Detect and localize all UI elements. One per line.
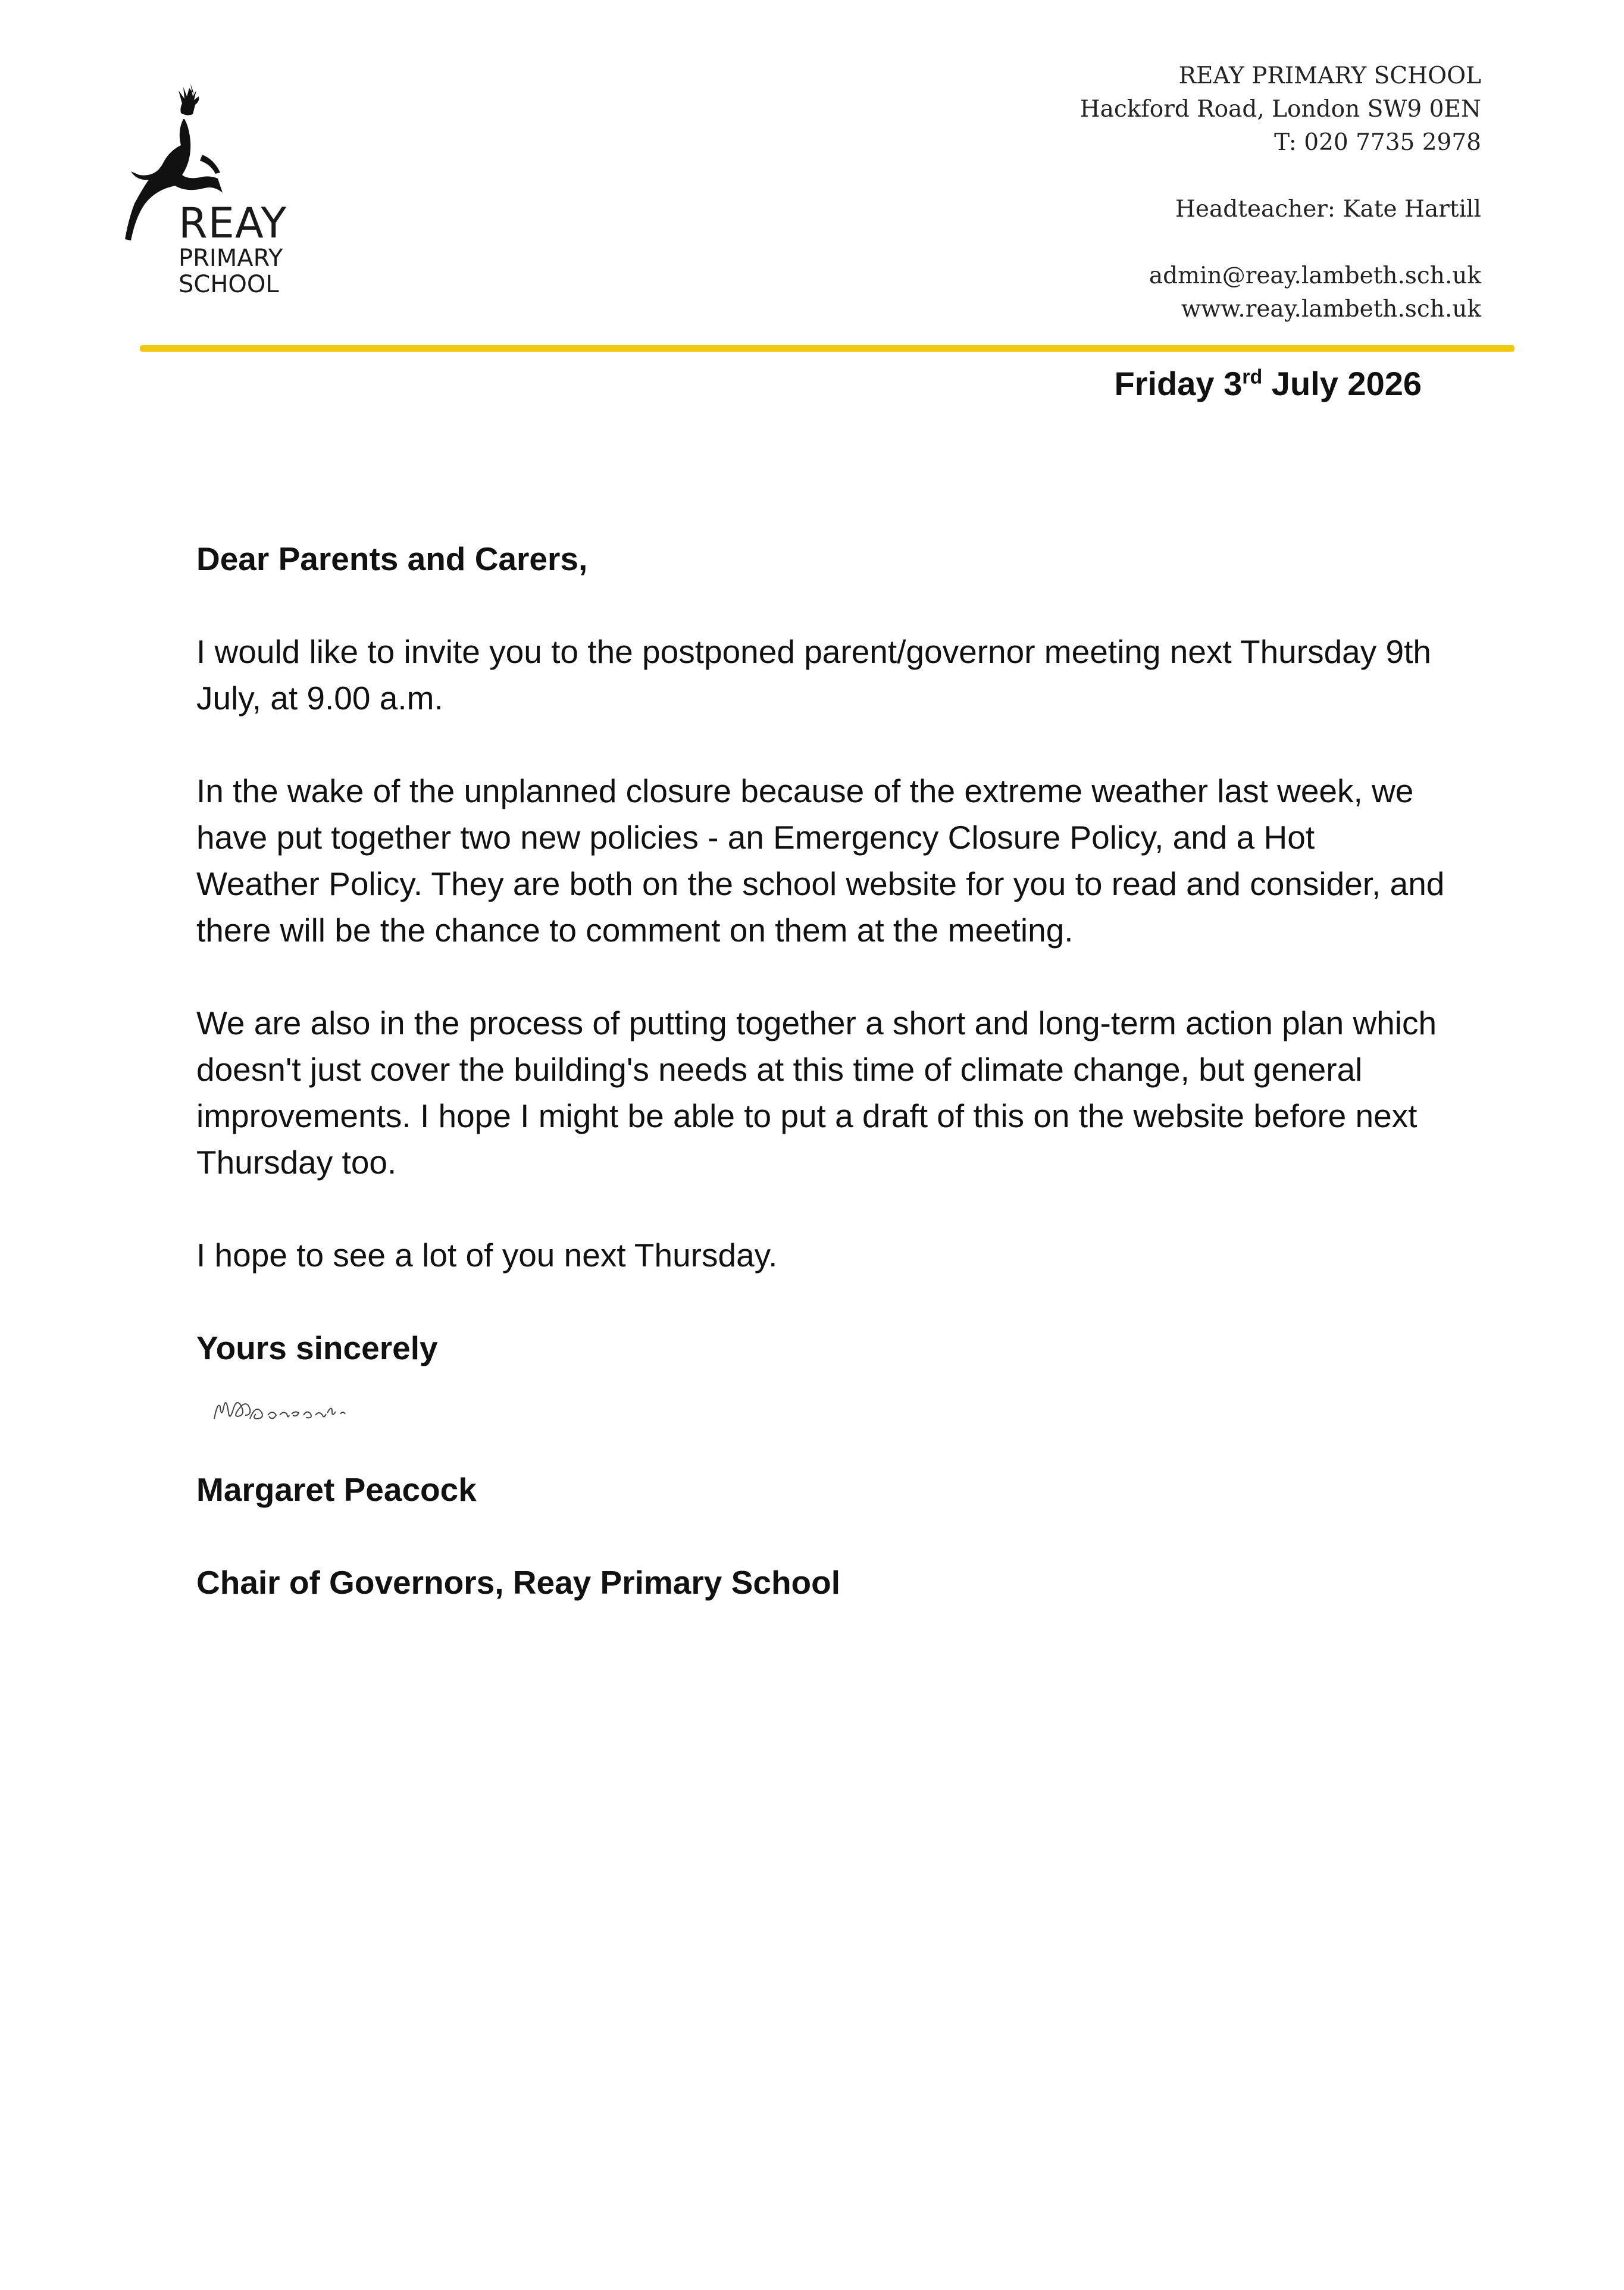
paragraph-1: I would like to invite you to the postponed parent/governor meeting next Thursday 9th July, at 9.00 a.m. [196, 633, 1431, 717]
signatory-name: Margaret Peacock [196, 1471, 477, 1508]
headteacher: Headteacher: Kate Hartill [1175, 196, 1481, 223]
paragraph-2: In the wake of the unplanned closure because of the extreme weather last week, we have put together two new policies - an Emergency Closure Policy, and a Hot Weather Policy. They are both on the school website for you to read and consider, and there will be the chance to comment on them at the meeting. [196, 772, 1445, 949]
logo-text-reay: REAY [179, 199, 287, 248]
school-email: admin@reay.lambeth.sch.uk [1149, 262, 1481, 289]
letter-date: Friday 3rd July 2026 [1114, 365, 1422, 402]
school-address: Hackford Road, London SW9 0EN [1079, 96, 1481, 123]
letter-greeting: Dear Parents and Carers, [196, 540, 588, 577]
letterhead-contact [1080, 60, 1481, 326]
paragraph-4: I hope to see a lot of you next Thursday. [196, 1237, 778, 1274]
letter-body [196, 536, 1446, 1652]
logo-text-primary: PRIMARY [179, 245, 283, 272]
logo-text-school: SCHOOL [179, 271, 279, 298]
logo-wordmark [179, 199, 287, 298]
letter-closing: Yours sincerely [196, 1329, 438, 1366]
paragraph-3: We are also in the process of putting together a short and long-term action plan which doesn't just cover the building's needs at this time of climate change, but general improvements. I hope I might be able to put a draft of this on the website before next Thursday too. [196, 1005, 1437, 1181]
school-phone: T: 020 7735 2978 [1274, 129, 1481, 156]
school-website: www.reay.lambeth.sch.uk [1181, 296, 1481, 323]
school-logo [119, 77, 298, 298]
handwritten-signature [208, 1389, 399, 1431]
header-divider [140, 345, 1515, 352]
school-name: REAY PRIMARY SCHOOL [1178, 62, 1481, 89]
signatory-role: Chair of Governors, Reay Primary School [196, 1564, 841, 1601]
